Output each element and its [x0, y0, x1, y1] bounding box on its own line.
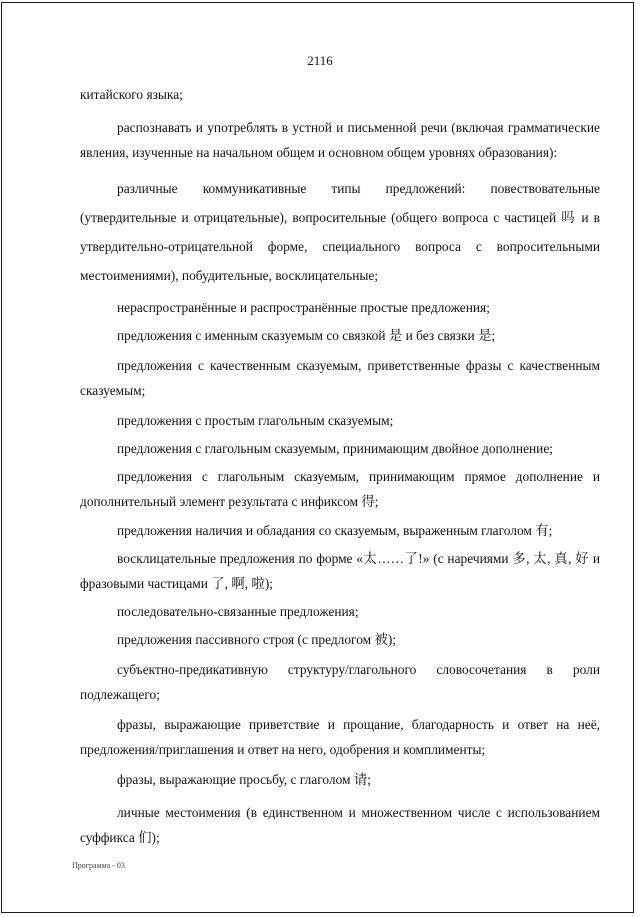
paragraph-9: предложения с глагольным сказуемым, принимающим прямое дополнение и дополнительный элемент результата с инфиксом 得;	[80, 469, 600, 509]
document-body	[80, 82, 600, 850]
page-number: 2116	[307, 53, 333, 68]
paragraph-6: предложения с качественным сказуемым, приветственные фразы с качественным сказуемым;	[80, 358, 600, 398]
paragraph-10: предложения наличия и обладания со сказуемым, выраженным глаголом 有;	[117, 523, 553, 538]
footer-label: Программа - 03	[72, 861, 125, 870]
paragraph-3: различные коммуникативные типы предложений: повествовательные (утвердительные и отрицательные), вопросительные (общего вопроса с частицей 吗 и в утвердительно-отрицательной форме, специального вопроса с вопросительными местоимениями), побудительные, восклицательные;	[80, 181, 600, 283]
paragraph-11: восклицательные предложения по форме «太……了!» (с наречиями 多, 太, 真, 好 и фразовыми частицами 了, 啊, 啦);	[80, 551, 600, 591]
paragraph-13: предложения пассивного строя (с предлогом 被);	[117, 632, 397, 647]
paragraph-5: предложения с именным сказуемым со связкой 是 и без связки 是;	[117, 328, 496, 343]
paragraph-16: фразы, выражающие просьбу, с глаголом 请;	[117, 772, 371, 787]
paragraph-8: предложения с глагольным сказуемым, принимающим двойное дополнение;	[117, 441, 554, 456]
paragraph-12: последовательно-связанные предложения;	[117, 604, 359, 619]
paragraph-17: личные местоимения (в единственном и множественном числе с использованием суффикса 们);	[80, 805, 600, 845]
paragraph-14: субъектно-предикативную структуру/глагольного словосочетания в роли подлежащего;	[80, 662, 600, 702]
paragraph-2: распознавать и употреблять в устной и письменной речи (включая грамматические явления, изученные на начальном общем и основном общем уровнях образования):	[80, 120, 600, 160]
paragraph-1: китайского языка;	[80, 87, 183, 102]
paragraph-7: предложения с простым глагольным сказуемым;	[117, 413, 394, 428]
paragraph-4: нераспространённые и распространённые простые предложения;	[117, 300, 490, 315]
paragraph-15: фразы, выражающие приветствие и прощание, благодарность и ответ на неё, предложения/приглашения и ответ на него, одобрения и комплименты;	[80, 717, 600, 757]
